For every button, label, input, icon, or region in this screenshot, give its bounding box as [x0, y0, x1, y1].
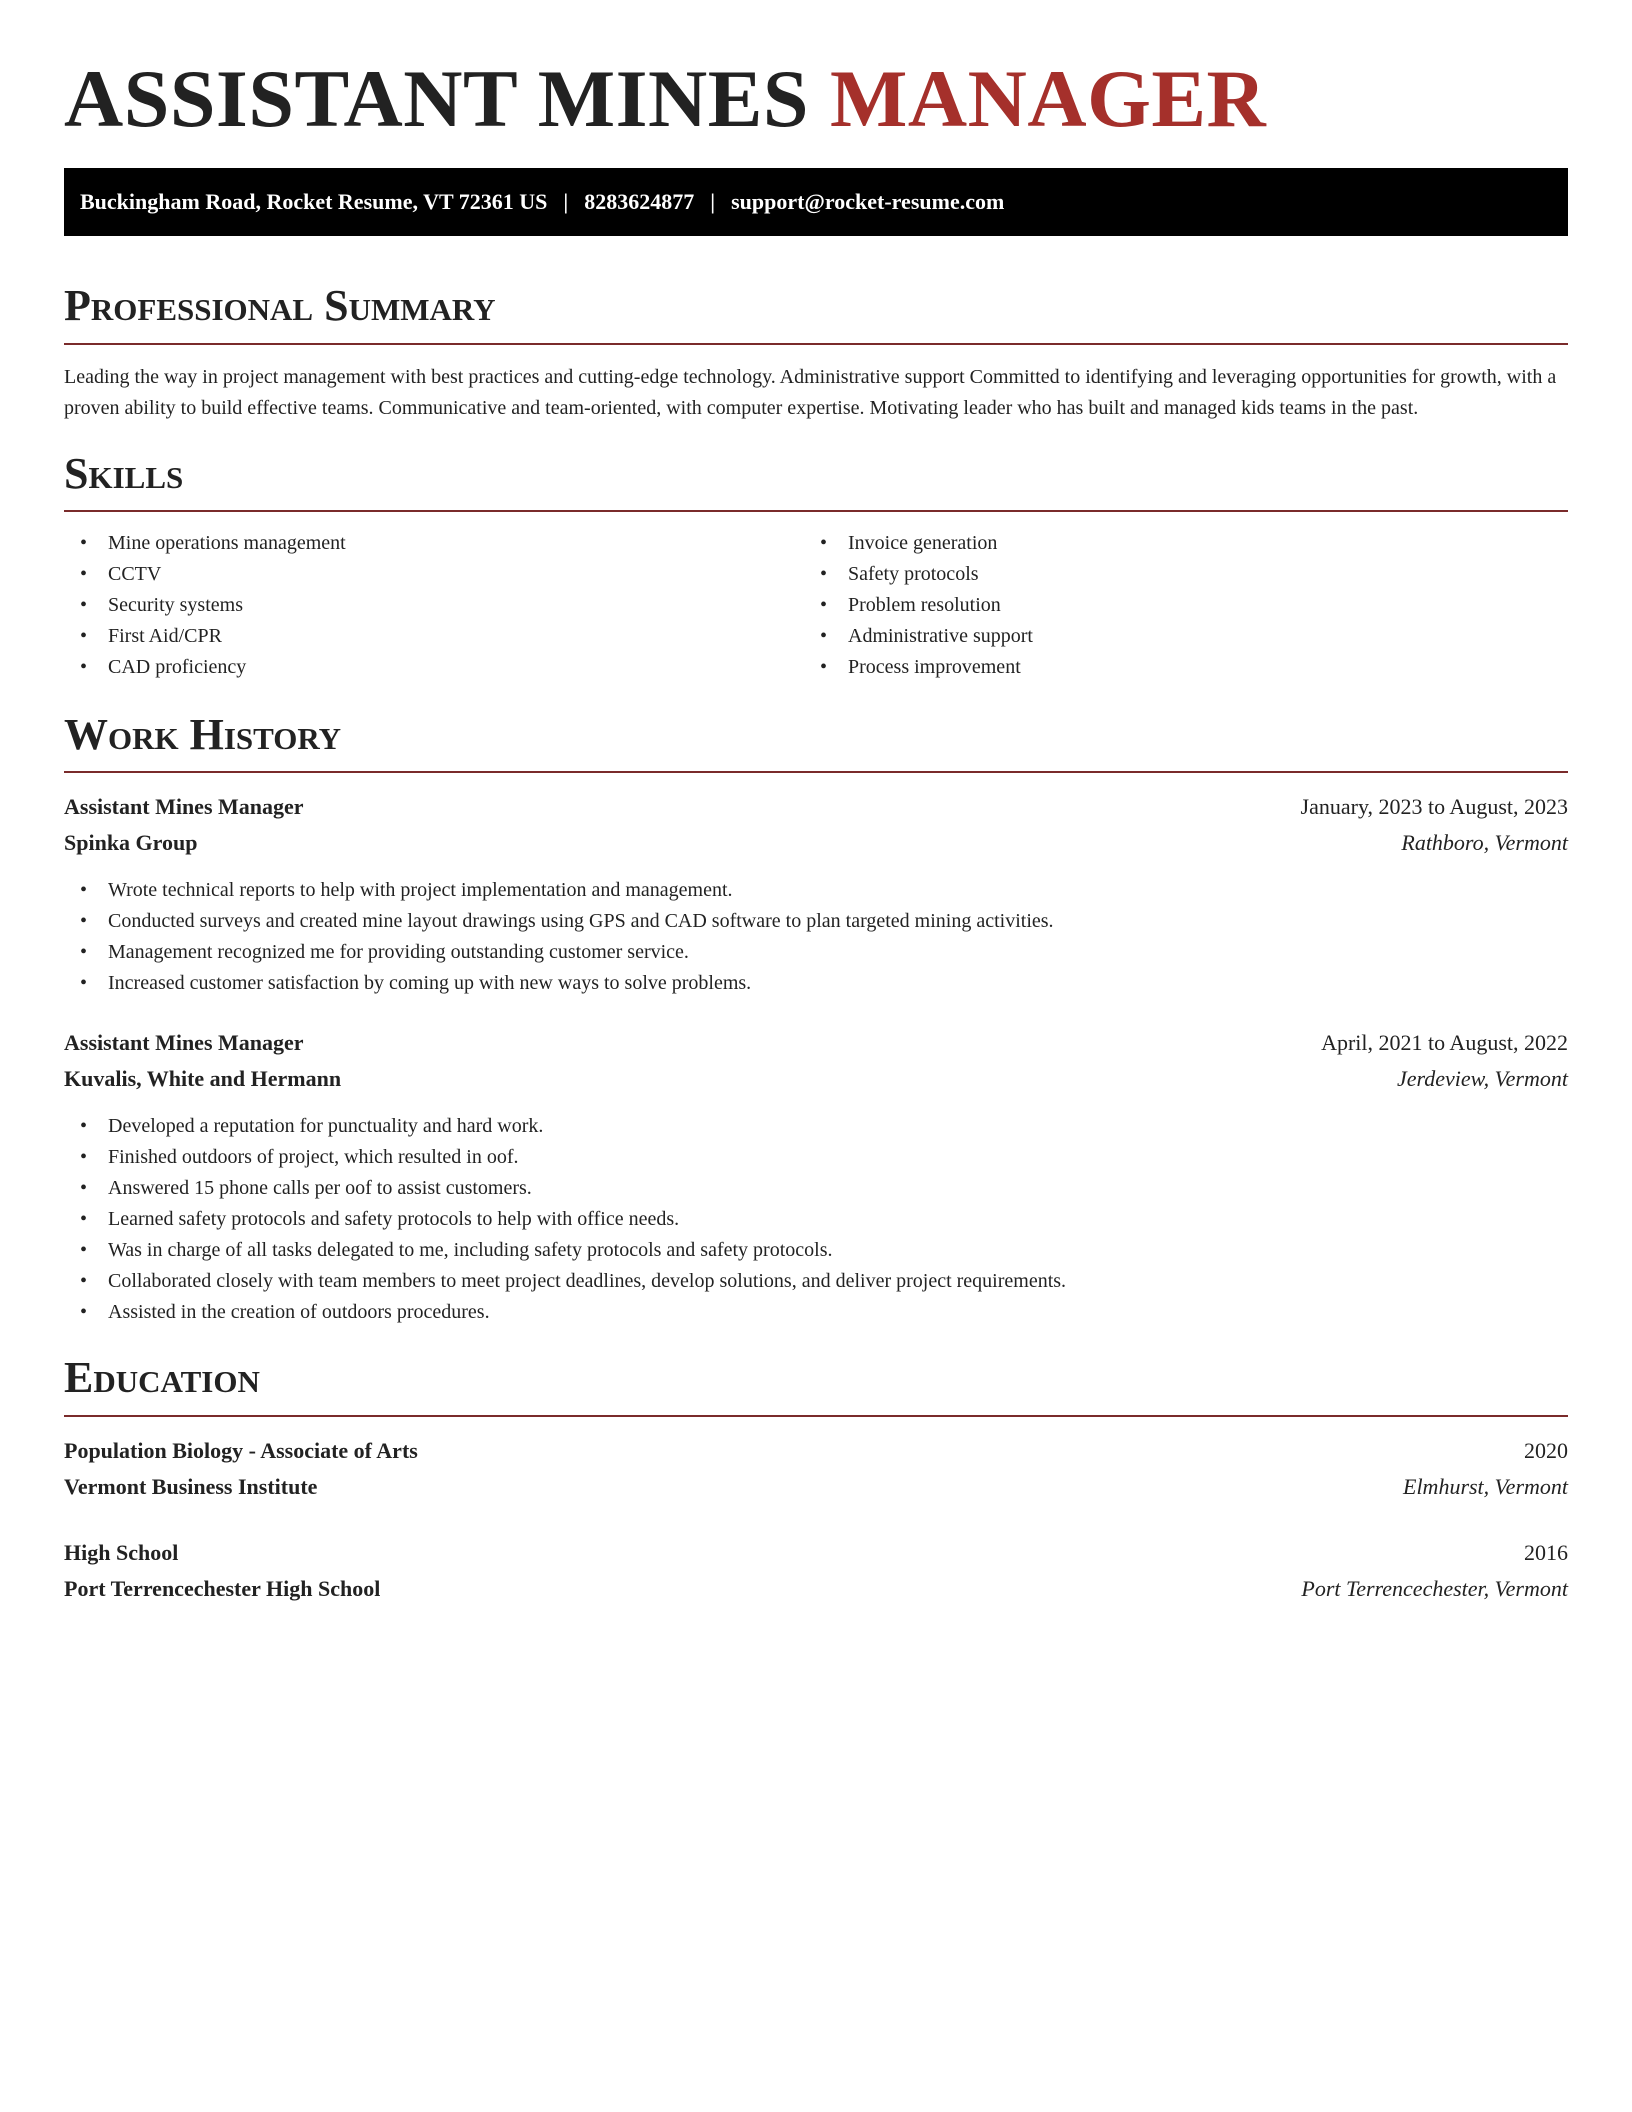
education-degree-row — [64, 1535, 1568, 1571]
skills-column-left — [64, 528, 804, 683]
job-entry — [64, 1025, 1568, 1328]
skill-item: • First Aid/CPR — [64, 621, 804, 652]
job-dates: January, 2023 to August, 2023 — [1300, 794, 1568, 820]
job-bullet: • Learned safety protocols and safety protocols to help with office needs. — [64, 1204, 1568, 1235]
section-heading-work-history: Work History — [64, 711, 1568, 773]
skill-item: • Invoice generation — [804, 528, 1544, 559]
education-entry — [64, 1535, 1568, 1607]
skill-item: • Safety protocols — [804, 559, 1544, 590]
education-section — [64, 1354, 1568, 1606]
education-school-row — [64, 1469, 1568, 1505]
education-degree-row — [64, 1433, 1568, 1469]
skill-item: • Security systems — [64, 590, 804, 621]
contact-separator: | — [710, 189, 716, 215]
job-bullets — [64, 1111, 1568, 1328]
work-history-section — [64, 711, 1568, 1328]
skill-item: • Process improvement — [804, 652, 1544, 683]
section-heading-skills: Skills — [64, 450, 1568, 512]
professional-summary-section — [64, 282, 1568, 423]
summary-text: Leading the way in project management with best practices and cutting-edge technology. Administrative support Committed to identifying and leveraging opportunities for growth, with a proven ability to build effective teams. Communicative and team-oriented, with computer expertise. Motivating leader who has built and managed kids teams in the past. — [64, 365, 1557, 419]
contact-separator: | — [563, 189, 569, 215]
job-location: Jerdeview, Vermont — [1396, 1066, 1568, 1092]
contact-bar — [64, 168, 1568, 236]
education-entry — [64, 1433, 1568, 1505]
job-bullet: • Collaborated closely with team members to meet project deadlines, develop solutions, and deliver project requirements. — [64, 1266, 1568, 1297]
job-title: Assistant Mines Manager — [64, 1030, 304, 1056]
contact-address: Buckingham Road, Rocket Resume, VT 72361 US — [80, 189, 548, 215]
skill-item: • CCTV — [64, 559, 804, 590]
job-company-row — [64, 825, 1568, 861]
skill-item: • CAD proficiency — [64, 652, 804, 683]
education-year: 2016 — [1524, 1539, 1568, 1565]
job-entry — [64, 789, 1568, 999]
title-job-role: ASSISTANT MINES — [64, 53, 831, 144]
job-bullets — [64, 875, 1568, 999]
job-bullet: • Finished outdoors of project, which resulted in oof. — [64, 1142, 1568, 1173]
section-heading-education: Education — [64, 1354, 1568, 1416]
education-year: 2020 — [1524, 1437, 1568, 1463]
job-bullet: • Was in charge of all tasks delegated to me, including safety protocols and safety protocols. — [64, 1235, 1568, 1266]
education-school: Port Terrencechester High School — [64, 1575, 381, 1601]
resume-title — [64, 52, 1568, 146]
education-school-row — [64, 1571, 1568, 1607]
job-title: Assistant Mines Manager — [64, 794, 304, 820]
job-bullet: • Wrote technical reports to help with project implementation and management. — [64, 875, 1568, 906]
skill-item: • Mine operations management — [64, 528, 804, 559]
contact-phone: 8283624877 — [584, 189, 695, 215]
education-school: Vermont Business Institute — [64, 1473, 318, 1499]
skills-section — [64, 450, 1568, 683]
job-bullet: • Assisted in the creation of outdoors procedures. — [64, 1297, 1568, 1328]
job-dates: April, 2021 to August, 2022 — [1321, 1030, 1568, 1056]
job-bullet: • Increased customer satisfaction by coming up with new ways to solve problems. — [64, 968, 1568, 999]
job-bullet: • Conducted surveys and created mine layout drawings using GPS and CAD software to plan targeted mining activities. — [64, 906, 1568, 937]
job-location: Rathboro, Vermont — [1401, 830, 1568, 856]
education-location: Port Terrencechester, Vermont — [1301, 1575, 1568, 1601]
job-company-row — [64, 1061, 1568, 1097]
skills-grid — [64, 528, 1568, 683]
skills-column-right — [804, 528, 1544, 683]
skill-item: • Administrative support — [804, 621, 1544, 652]
resume-page — [64, 0, 1568, 1607]
job-bullet: • Answered 15 phone calls per oof to assist customers. — [64, 1173, 1568, 1204]
job-title-row — [64, 1025, 1568, 1061]
section-heading-summary: Professional Summary — [64, 282, 1568, 344]
job-company: Kuvalis, White and Hermann — [64, 1066, 342, 1092]
contact-email: support@rocket-resume.com — [731, 189, 1005, 215]
job-bullet: • Developed a reputation for punctuality and hard work. — [64, 1111, 1568, 1142]
education-location: Elmhurst, Vermont — [1403, 1473, 1568, 1499]
job-bullet: • Management recognized me for providing outstanding customer service. — [64, 937, 1568, 968]
education-degree: Population Biology - Associate of Arts — [64, 1437, 418, 1463]
skill-item: • Problem resolution — [804, 590, 1544, 621]
education-degree: High School — [64, 1539, 179, 1565]
title-accent-word: MANAGER — [830, 53, 1267, 144]
job-company: Spinka Group — [64, 830, 198, 856]
job-title-row — [64, 789, 1568, 825]
